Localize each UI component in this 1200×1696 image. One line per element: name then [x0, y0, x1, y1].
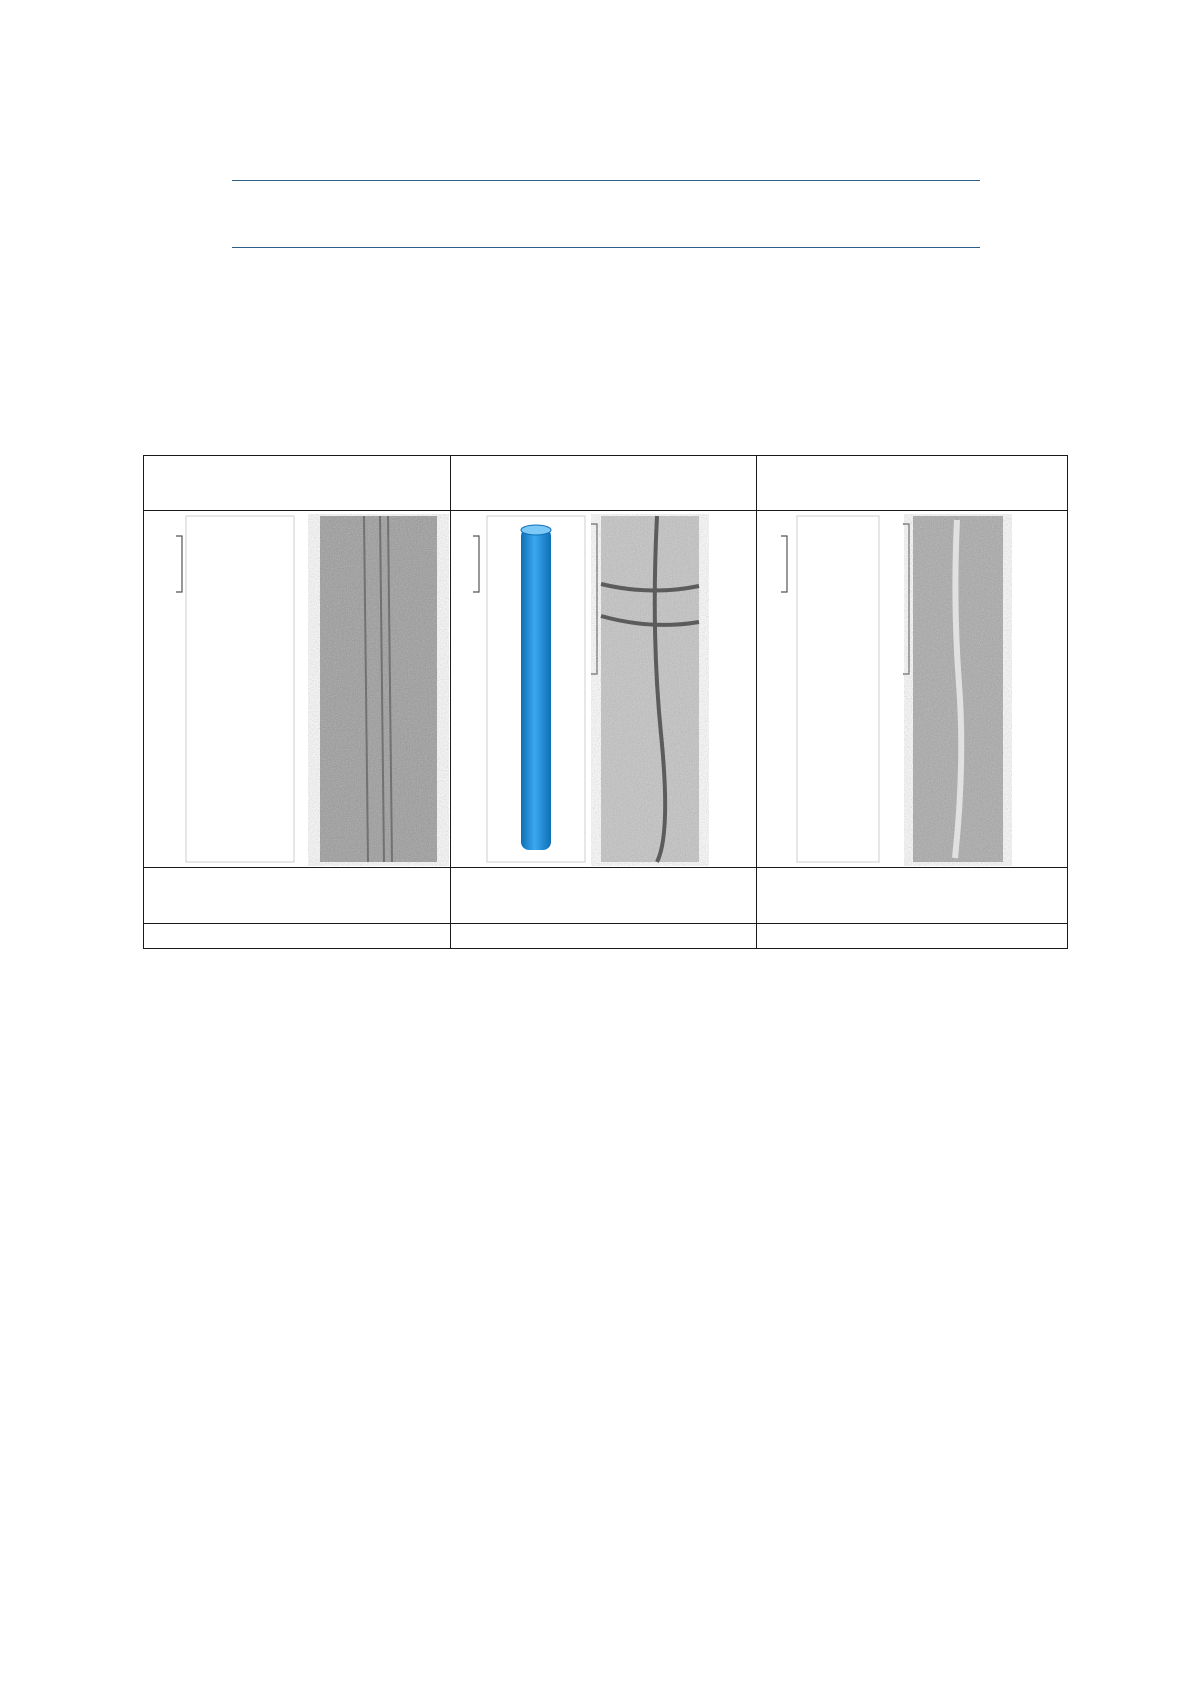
- figure-cell-microtubulus: [144, 511, 451, 868]
- polarity-actine: [757, 924, 1068, 949]
- intermediair-figure: [451, 514, 756, 866]
- figure-cell-intermediair: [451, 511, 757, 868]
- microtubuli-body: [144, 1004, 1084, 1032]
- occurrence-intermediair: [451, 868, 757, 924]
- occurrence-microtubulus: [144, 868, 451, 924]
- col-header-actine: [757, 456, 1068, 511]
- actine-figure: [757, 514, 1067, 866]
- col-header-intermediair: [451, 456, 757, 511]
- figure-cell-actine: [757, 511, 1068, 868]
- intermediate-filament-model: [521, 525, 551, 850]
- title-rule-bottom: [232, 247, 980, 248]
- polarity-microtubulus: [144, 924, 451, 949]
- cytoskelet-table: [143, 455, 1068, 949]
- occurrence-actine: [757, 868, 1068, 924]
- col-header-microtubulus: [144, 456, 451, 511]
- polarity-intermediair: [451, 924, 757, 949]
- microtubulus-figure: [144, 514, 450, 866]
- title-rule-top: [232, 180, 980, 181]
